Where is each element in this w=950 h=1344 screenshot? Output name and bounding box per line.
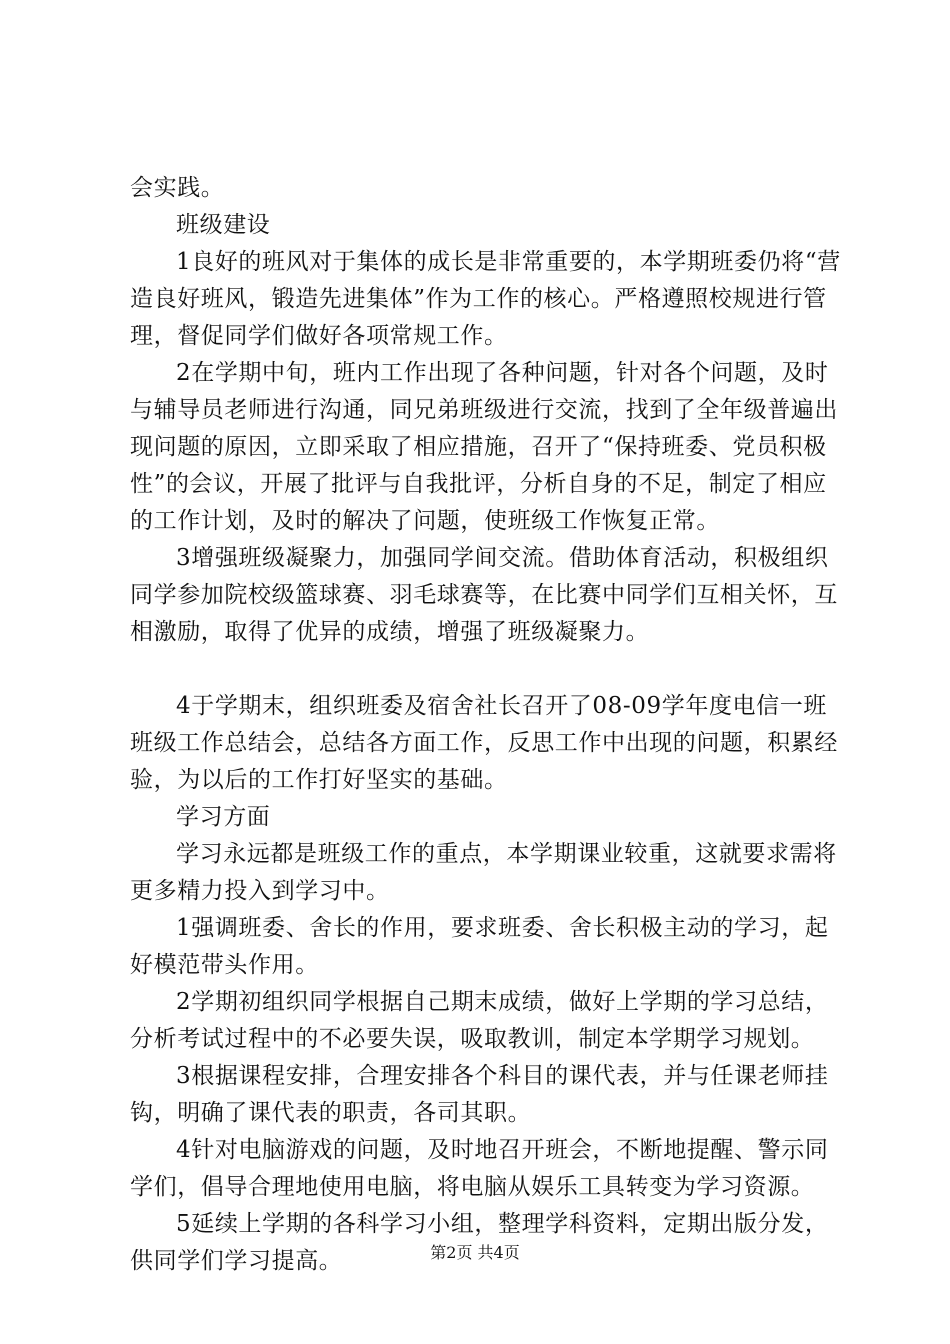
paragraph-study-intro: 学习永远都是班级工作的重点，本学期课业较重，这就要求需将更多精力投入到学习中。 bbox=[130, 841, 837, 904]
paragraph-continuation: 会实践。 bbox=[130, 175, 225, 201]
paragraph-class-building-4: 4于学期末，组织班委及宿舍社长召开了08-09学年度电信一班班级工作总结会，总结各方面工作，反思工作中出现的问题，积累经验，为以后的工作打好坚实的基础。 bbox=[130, 693, 838, 793]
section-heading-class-building: 班级建设 bbox=[176, 212, 271, 238]
page-number-footer: 第2页 共4页 bbox=[430, 1243, 520, 1262]
paragraph-study-2: 2学期初组织同学根据自己期末成绩，做好上学期的学习总结，分析考试过程中的不必要失误，吸取教训，制定本学期学习规划。 bbox=[130, 989, 829, 1052]
paragraph-study-3: 3根据课程安排，合理安排各个科目的课代表，并与任课老师挂钩，明确了课代表的职责，各司其职。 bbox=[130, 1063, 829, 1126]
paragraph-class-building-2: 2在学期中旬，班内工作出现了各种问题，针对各个问题，及时与辅导员老师进行沟通，同兄弟班级进行交流，找到了全年级普遍出现问题的原因，立即采取了相应措施，召开了“保持班委、党员积极性”的会议，开展了批评与自我批评，分析自身的不足，制定了相应的工作计划，及时的解决了问题，使班级工作恢复正常。 bbox=[130, 360, 838, 534]
paragraph-class-building-1: 1良好的班风对于集体的成长是非常重要的，本学期班委仍将“营造良好班风，锻造先进集体”作为工作的核心。严格遵照校规进行管理，督促同学们做好各项常规工作。 bbox=[130, 249, 841, 349]
document-body bbox=[130, 170, 845, 1280]
paragraph-study-5: 5延续上学期的各科学习小组，整理学科资料，定期出版分发，供同学们学习提高。 bbox=[130, 1211, 829, 1274]
paragraph-study-4: 4针对电脑游戏的问题，及时地召开班会，不断地提醒、警示同学们，倡导合理地使用电脑，将电脑从娱乐工具转变为学习资源。 bbox=[130, 1137, 829, 1200]
paragraph-class-building-3: 3增强班级凝聚力，加强同学间交流。借助体育活动，积极组织同学参加院校级篮球赛、羽毛球赛等，在比赛中同学们互相关怀，互相激励，取得了优异的成绩，增强了班级凝聚力。 bbox=[130, 545, 838, 645]
paragraph-study-1: 1强调班委、舍长的作用，要求班委、舍长积极主动的学习，起好模范带头作用。 bbox=[130, 915, 829, 978]
blank-line bbox=[130, 651, 845, 688]
section-heading-study: 学习方面 bbox=[176, 804, 271, 830]
